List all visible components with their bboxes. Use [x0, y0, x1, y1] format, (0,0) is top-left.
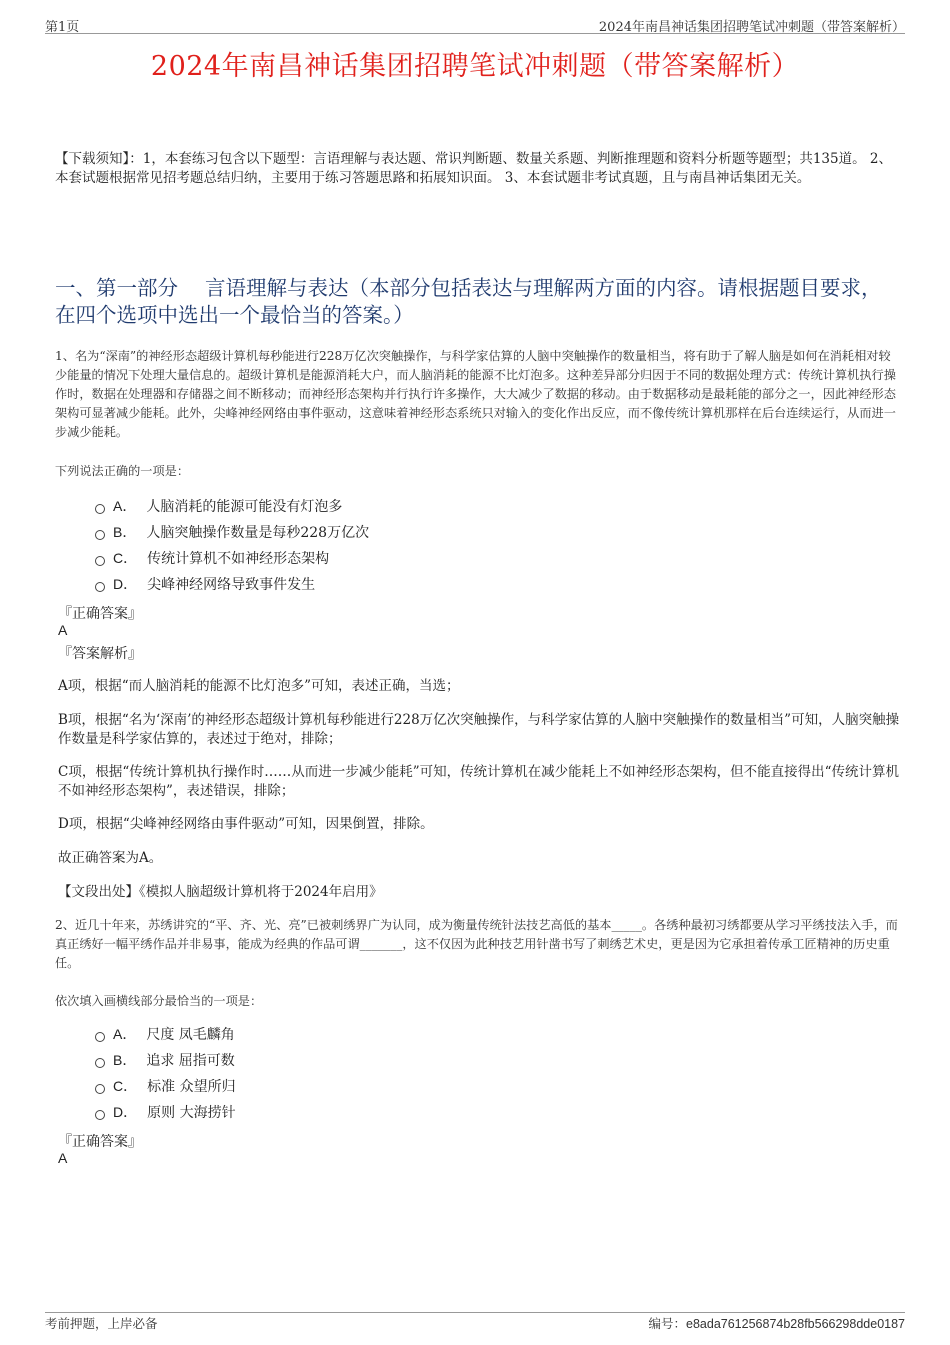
section-heading: 一、第一部分 言语理解与表达（本部分包括表达与理解两方面的内容。请根据题目要求，在四个选项中选出一个最恰当的答案。） [55, 276, 882, 327]
question-2-option-c[interactable] [95, 1075, 236, 1097]
option-letter: D． [113, 576, 138, 592]
analysis-item-c: C项，根据“传统计算机执行操作时……从而进一步减少能耗”可知，传统计算机在减少能耗上不如神经形态架构，但不能直接得出“传统计算机不如神经形态架构”，表述错误，排除； [58, 764, 900, 799]
radio-icon[interactable] [95, 1032, 105, 1042]
option-text: 追求 屈指可数 [146, 1053, 235, 1069]
question-2-prompt: 依次填入画横线部分最恰当的一项是： [55, 994, 263, 1008]
question-2-answer-label: 『正确答案』 [58, 1134, 142, 1150]
footer-code [649, 1314, 906, 1332]
analysis-item-b: B项，根据“名为‘深南’的神经形态超级计算机每秒能进行228万亿次突触操作，与科学家估算的人脑中突触操作的数量相当”可知，人脑突触操作数量是科学家估算的，表述过于绝对，排除； [58, 712, 900, 747]
download-notice: 【下载须知】：1，本套练习包含以下题型：言语理解与表达题、常识判断题、数量关系题、判断推理题和资料分析题等题型；共135道。 2、本套试题根据常见招考题总结归纳，主要用于练习答题思路和拓展知识面。 3、本套试题非考试真题，且与南昌神话集团无关。 [55, 151, 892, 186]
radio-icon[interactable] [95, 1058, 105, 1068]
question-2-option-a[interactable] [95, 1023, 235, 1045]
radio-icon[interactable] [95, 582, 105, 592]
document-title: 2024年南昌神话集团招聘笔试冲刺题（带答案解析） [150, 51, 800, 82]
header-divider [45, 33, 905, 34]
question-1-answer-label: 『正确答案』 [58, 606, 142, 622]
option-text: 人脑消耗的能源可能没有灯泡多 [146, 499, 343, 515]
option-letter: B． [113, 1052, 137, 1068]
option-letter: B． [113, 524, 137, 540]
option-text: 传统计算机不如神经形态架构 [147, 551, 330, 567]
question-2-option-b[interactable] [95, 1049, 235, 1071]
question-1-passage: 1、名为“深南”的神经形态超级计算机每秒能进行228万亿次突触操作，与科学家估算的人脑中突触操作的数量相当，将有助于了解人脑是如何在消耗相对较少能量的情况下处理大量信息的。超级计算机是能源消耗大户，而人脑消耗的能源不比灯泡多。这种差异部分归因于不同的数据处理方式：传统计算机执行操作时，数据在处理器和存储器之间不断移动；而神经形态架构并行执行许多操作，大大减少了数据的移动。由于数据移动是最耗能的部分之一，因此神经形态架构可显著减少能耗。此外，尖峰神经网络由事件驱动，这意味着神经形态系统只对输入的变化作出反应，而不像传统计算机那样在后台连续运行，从而进一步减少能耗。 [55, 349, 896, 439]
analysis-conclusion: 故正确答案为A。 [58, 850, 163, 866]
analysis-item-d: D项，根据“尖峰神经网络由事件驱动”可知，因果倒置，排除。 [58, 816, 434, 832]
question-2-answer: A [58, 1150, 68, 1166]
page-header-right: 2024年南昌神话集团招聘笔试冲刺题（带答案解析） [598, 20, 905, 35]
question-1-option-c[interactable] [95, 547, 329, 569]
question-1-source: 【文段出处】《模拟人脑超级计算机将于2024年启用》 [58, 884, 383, 900]
radio-icon[interactable] [95, 530, 105, 540]
footer-slogan: 考前押题，上岸必备 [45, 1316, 158, 1331]
radio-icon[interactable] [95, 1084, 105, 1094]
radio-icon[interactable] [95, 504, 105, 514]
option-text: 标准 众望所归 [147, 1079, 236, 1095]
radio-icon[interactable] [95, 1110, 105, 1120]
footer-code-label: 编号： [648, 1316, 687, 1331]
option-text: 原则 大海捞针 [147, 1105, 236, 1121]
option-text: 尺度 凤毛麟角 [146, 1027, 235, 1043]
question-2-option-d[interactable] [95, 1101, 236, 1123]
question-1-analysis-label: 『答案解析』 [58, 646, 142, 662]
footer-code-value: e8ada761256874b28fb566298dde0187 [686, 1317, 905, 1331]
question-1-option-d[interactable] [95, 573, 315, 595]
question-1-option-b[interactable] [95, 521, 369, 543]
option-text: 尖峰神经网络导致事件发生 [147, 577, 316, 593]
analysis-item-a: A项，根据“而人脑消耗的能源不比灯泡多”可知，表述正确，当选； [58, 678, 460, 694]
option-text: 人脑突触操作数量是每秒228万亿次 [146, 525, 370, 541]
footer-divider [45, 1312, 905, 1313]
option-letter: C． [113, 1078, 138, 1094]
question-1-prompt: 下列说法正确的一项是： [55, 464, 190, 478]
question-2-passage: 2、近几十年来，苏绣讲究的“平、齐、光、亮”已被刺绣界广为认同，成为衡量传统针法技艺高低的基本_____。各绣种最初习绣都要从学习平绣技法入手，而真正绣好一幅平绣作品并非易事，能成为经典的作品可谓_______，这不仅因为此种技艺用针凿书写了刺绣艺术史，更是因为它承担着传承工匠精神的历史重任。 [55, 918, 898, 970]
radio-icon[interactable] [95, 556, 105, 566]
option-letter: A． [113, 1026, 137, 1042]
option-letter: A． [113, 498, 137, 514]
question-1-answer: A [58, 622, 68, 638]
option-letter: D． [113, 1104, 138, 1120]
option-letter: C． [113, 550, 138, 566]
page-header-left: 第1页 [45, 20, 80, 35]
question-1-option-a[interactable] [95, 495, 342, 517]
